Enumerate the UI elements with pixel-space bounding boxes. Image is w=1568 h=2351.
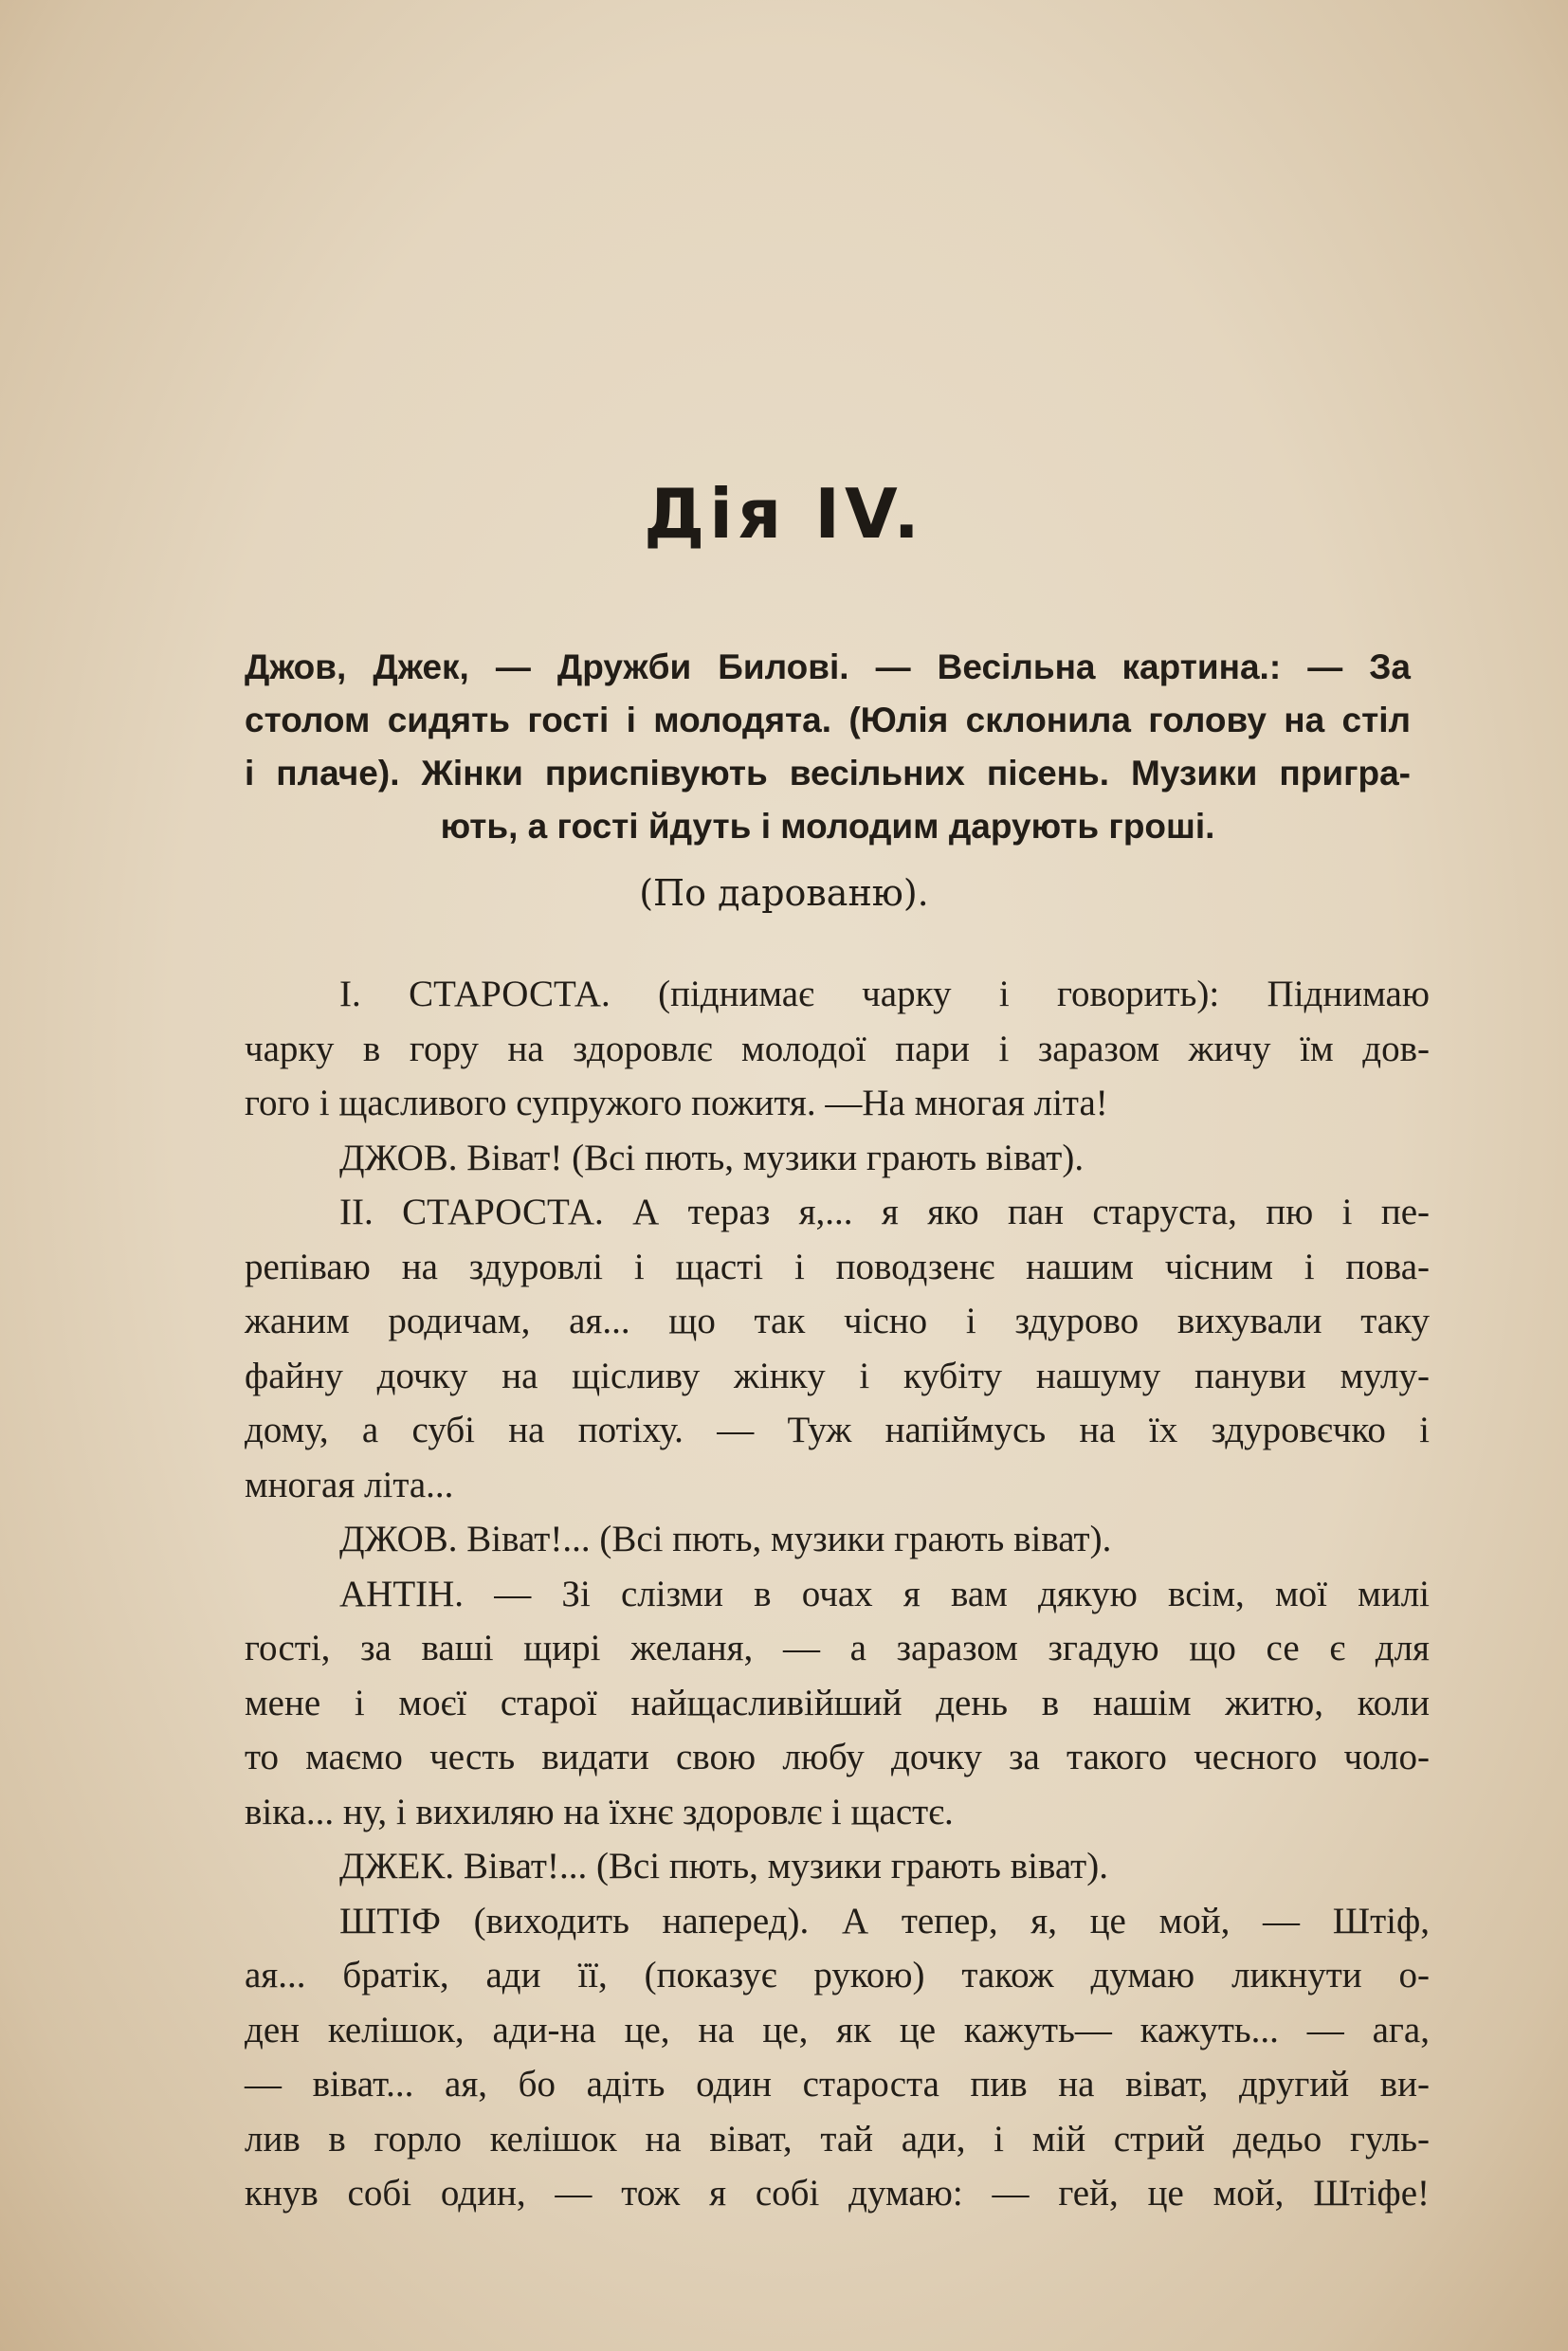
text-line: II. СТАРОСТА. А тераз я,... я яко пан старуста, пю і пе-: [339, 1192, 1430, 1232]
text-line: АНТІН. — Зі слізми в очах я вам дякую всім, мої милі: [339, 1573, 1430, 1614]
text-line: ДЖОВ. Віват!... (Всі пють, музики грають віват).: [339, 1519, 1112, 1559]
text-line: файну дочку на щісливу жінку і кубіту нашуму пануви мулу-: [245, 1355, 1430, 1396]
text-line: многая літа...: [245, 1464, 454, 1505]
text-line: ШТІФ (виходить наперед). А тепер, я, це мой, — Штіф,: [339, 1900, 1430, 1941]
text-line: гого і щасливого супружого пожитя. —На многая літа!: [245, 1083, 1108, 1123]
text-line: гості, за ваші щирі желаня, — а заразом згадую що се є для: [245, 1628, 1430, 1668]
text-line: дому, а субі на потіху. — Туж напіймусь на їх здуровєчко і: [245, 1410, 1430, 1450]
text-line: ден келішок, ади-на це, на це, як це кажуть— кажуть... — ага,: [245, 2009, 1430, 2050]
dialogue-text: [245, 967, 1430, 2221]
text-line: ДЖОВ. Віват! (Всі пють, музики грають віват).: [339, 1137, 1085, 1178]
text-line: ая... братік, ади її, (показує рукою) також думаю ликнути о-: [245, 1955, 1430, 1996]
text-line: ДЖЕК. Віват!... (Всі пють, музики грають віват).: [339, 1846, 1108, 1886]
stage-direction: [245, 641, 1411, 853]
act-title: Дія IV.: [644, 474, 924, 554]
text-line: мене і моєї старої найщасливійший день в нашім житю, коли: [245, 1682, 1430, 1723]
stage-direction-line: і плаче). Жінки приспівують весільних пісень. Музики пригра-: [245, 754, 1411, 793]
stage-direction-line: ють, а гості йдуть і молодим дарують гроші.: [440, 807, 1215, 846]
text-line: віка... ну, і вихиляю на їхнє здоровлє і щастє.: [245, 1791, 954, 1832]
text-line: репіваю на здуровлі і щасті і поводзенє нашим чісним і пова-: [245, 1246, 1430, 1287]
text-line: чарку в гору на здоровлє молодої пари і заразом жичу їм дов-: [245, 1028, 1430, 1069]
text-line: кнув собі один, — тож я собі думаю: — гей, це мой, Штіфе!: [245, 2173, 1430, 2214]
text-line: — віват... ая, бо адіть один староста пив на віват, другий ви-: [245, 2064, 1430, 2105]
text-line: то маємо честь видати свою любу дочку за такого чесного чоло-: [245, 1737, 1430, 1777]
text-line: I. СТАРОСТА. (піднимає чарку і говорить): Піднимаю: [339, 974, 1430, 1014]
text-line: жаним родичам, ая... що так чісно і здурово вихували таку: [245, 1301, 1430, 1341]
stage-direction-line: Джов, Джек, — Дружби Билові. — Весільна картина.: — За: [245, 647, 1411, 686]
stage-direction-line: столом сидять гості і молодята. (Юлія склонила голову на стіл: [245, 701, 1411, 739]
subheading: (По дарованю).: [639, 872, 929, 914]
text-line: лив в горло келішок на віват, тай ади, і мій стрий дедьо гуль-: [245, 2118, 1430, 2160]
